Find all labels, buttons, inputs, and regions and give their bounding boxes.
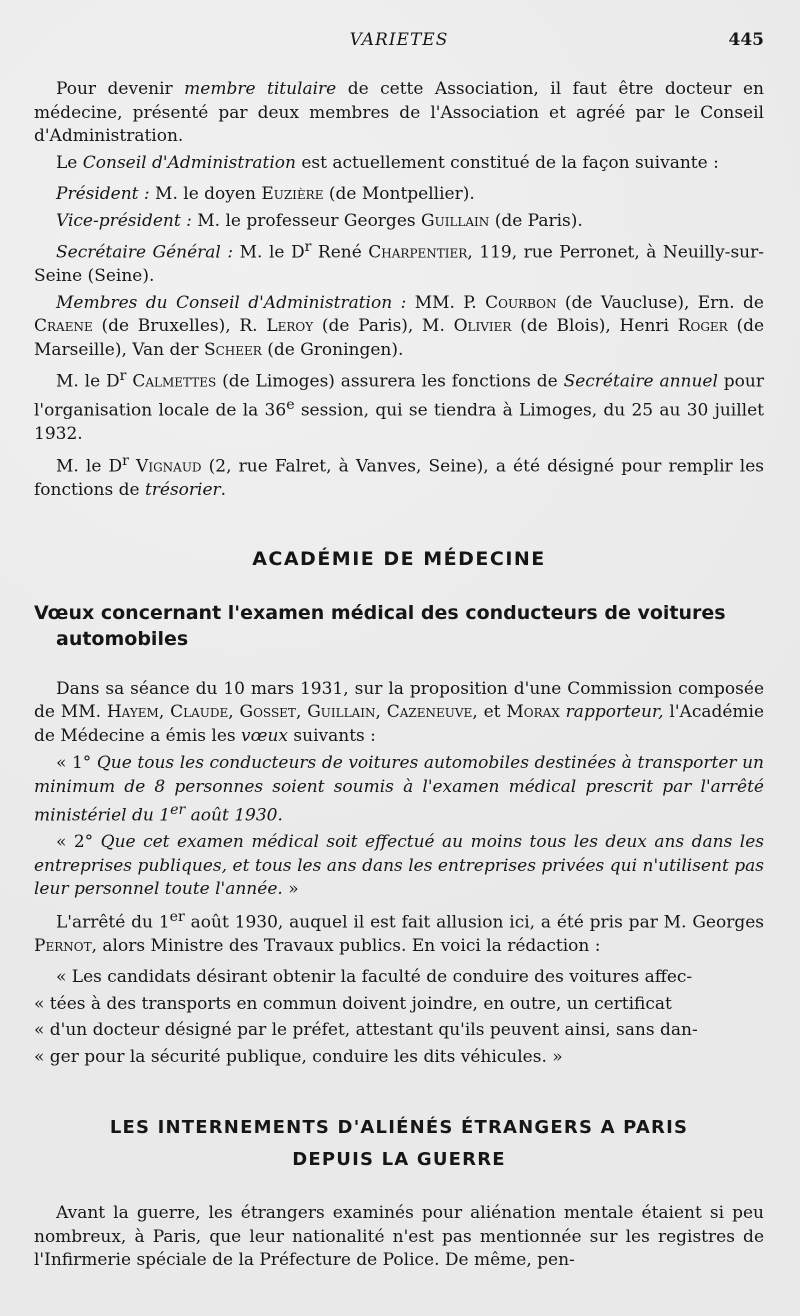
vice-president-line: Vice-président : M. le professeur Georges Guillain (de Paris). <box>56 210 583 231</box>
treasurer-paragraph: M. le $D^r$ Vignaud (2, rue Falret, à Vanves, Seine), a été désigné pour remplir les fonctions de trésorier. <box>34 452 765 501</box>
arrete-paragraph: L'arrêté du 1er août 1930, auquel il est fait allusion ici, a été pris par M. Georges Pernot, alors Ministre des Travaux publics. En voici la rédaction : <box>34 908 764 956</box>
running-title: VARIETES <box>349 30 449 50</box>
quote-line: « tées à des transports en commun doivent joindre, en outre, un certificat <box>34 993 672 1014</box>
running-header <box>34 30 764 58</box>
internements-heading-line-1: LES INTERNEMENTS D'ALIÉNÉS ÉTRANGERS A PARIS <box>109 1117 689 1139</box>
council-intro-paragraph: Le Conseil d'Administration est actuellement constitué de la façon suivante : <box>56 152 719 173</box>
academie-intro-paragraph: Dans sa séance du 10 mars 1931, sur la proposition d'une Commission composée de MM. Hayem, Claude, Gosset, Guillain, Cazeneuve, et Morax rapporteur, l'Académie de Médecine a émis les vœux suivants : <box>34 678 765 746</box>
page-number: 445 <box>728 30 764 50</box>
voeux-subheading: Vœux concernant l'examen médical des conducteurs de voitures automobiles <box>34 601 726 650</box>
annual-secretary-paragraph: M. le $D^r$ Calmettes (de Limoges) assurera les fonctions de Secrétaire annuel pour l'organisation locale de la 36e session, qui se tiendra à Limoges, du 25 au 30 juillet 1932. <box>34 368 765 445</box>
voeu-2-paragraph: « 2° Que cet examen médical soit effectué au moins tous les deux ans dans les entreprises publiques, et tous les ans dans les entreprises privées qui n'utilisent pas leur personnel toute l'année. » <box>34 832 764 900</box>
council-members-paragraph: Membres du Conseil d'Administration : MM. P. Courbon (de Vaucluse), Ern. de Craene (de Bruxelles), R. Leroy (de Paris), M. Olivier (de Blois), Henri Roger (de Marseille), Van der Scheer (de Groningen). <box>34 292 765 360</box>
academie-heading: ACADÉMIE DE MÉDECINE <box>252 547 546 570</box>
internements-body-paragraph: Avant la guerre, les étrangers examinés pour aliénation mentale étaient si peu nombreux, à Paris, que leur nationalité n'est pas mentionnée sur les registres de l'Infirmerie spéciale de la Préfecture de Police. De même, pen- <box>34 1203 764 1271</box>
quote-line: « Les candidats désirant obtenir la faculté de conduire des voitures affec- <box>56 967 693 988</box>
secretary-general-paragraph: Secrétaire Général : M. le $D^r$ René Charpentier, 119, rue Perronet, à Neuilly-sur-Seine (Seine). <box>34 239 764 287</box>
president-line: Président : M. le doyen Euzière (de Montpellier). <box>56 184 475 204</box>
arrete-quote <box>34 966 764 1069</box>
quote-line: « ger pour la sécurité publique, conduire les dits véhicules. » <box>34 1046 563 1067</box>
membership-paragraph: Pour devenir membre titulaire de cette Association, il faut être docteur en médecine, présenté par deux membres de l'Association et agréé par le Conseil d'Administration. <box>34 79 764 146</box>
internements-heading-line-2: DEPUIS LA GUERRE <box>292 1149 506 1171</box>
voeu-1-paragraph: « 1° Que tous les conducteurs de voitures automobiles destinées à transporter un minimum de 8 personnes soient soumis à l'examen médical prescrit par l'arrêté ministériel du 1er août 1930. <box>34 753 764 826</box>
quote-line: « d'un docteur désigné par le préfet, attestant qu'ils peuvent ainsi, sans dan- <box>34 1020 698 1041</box>
